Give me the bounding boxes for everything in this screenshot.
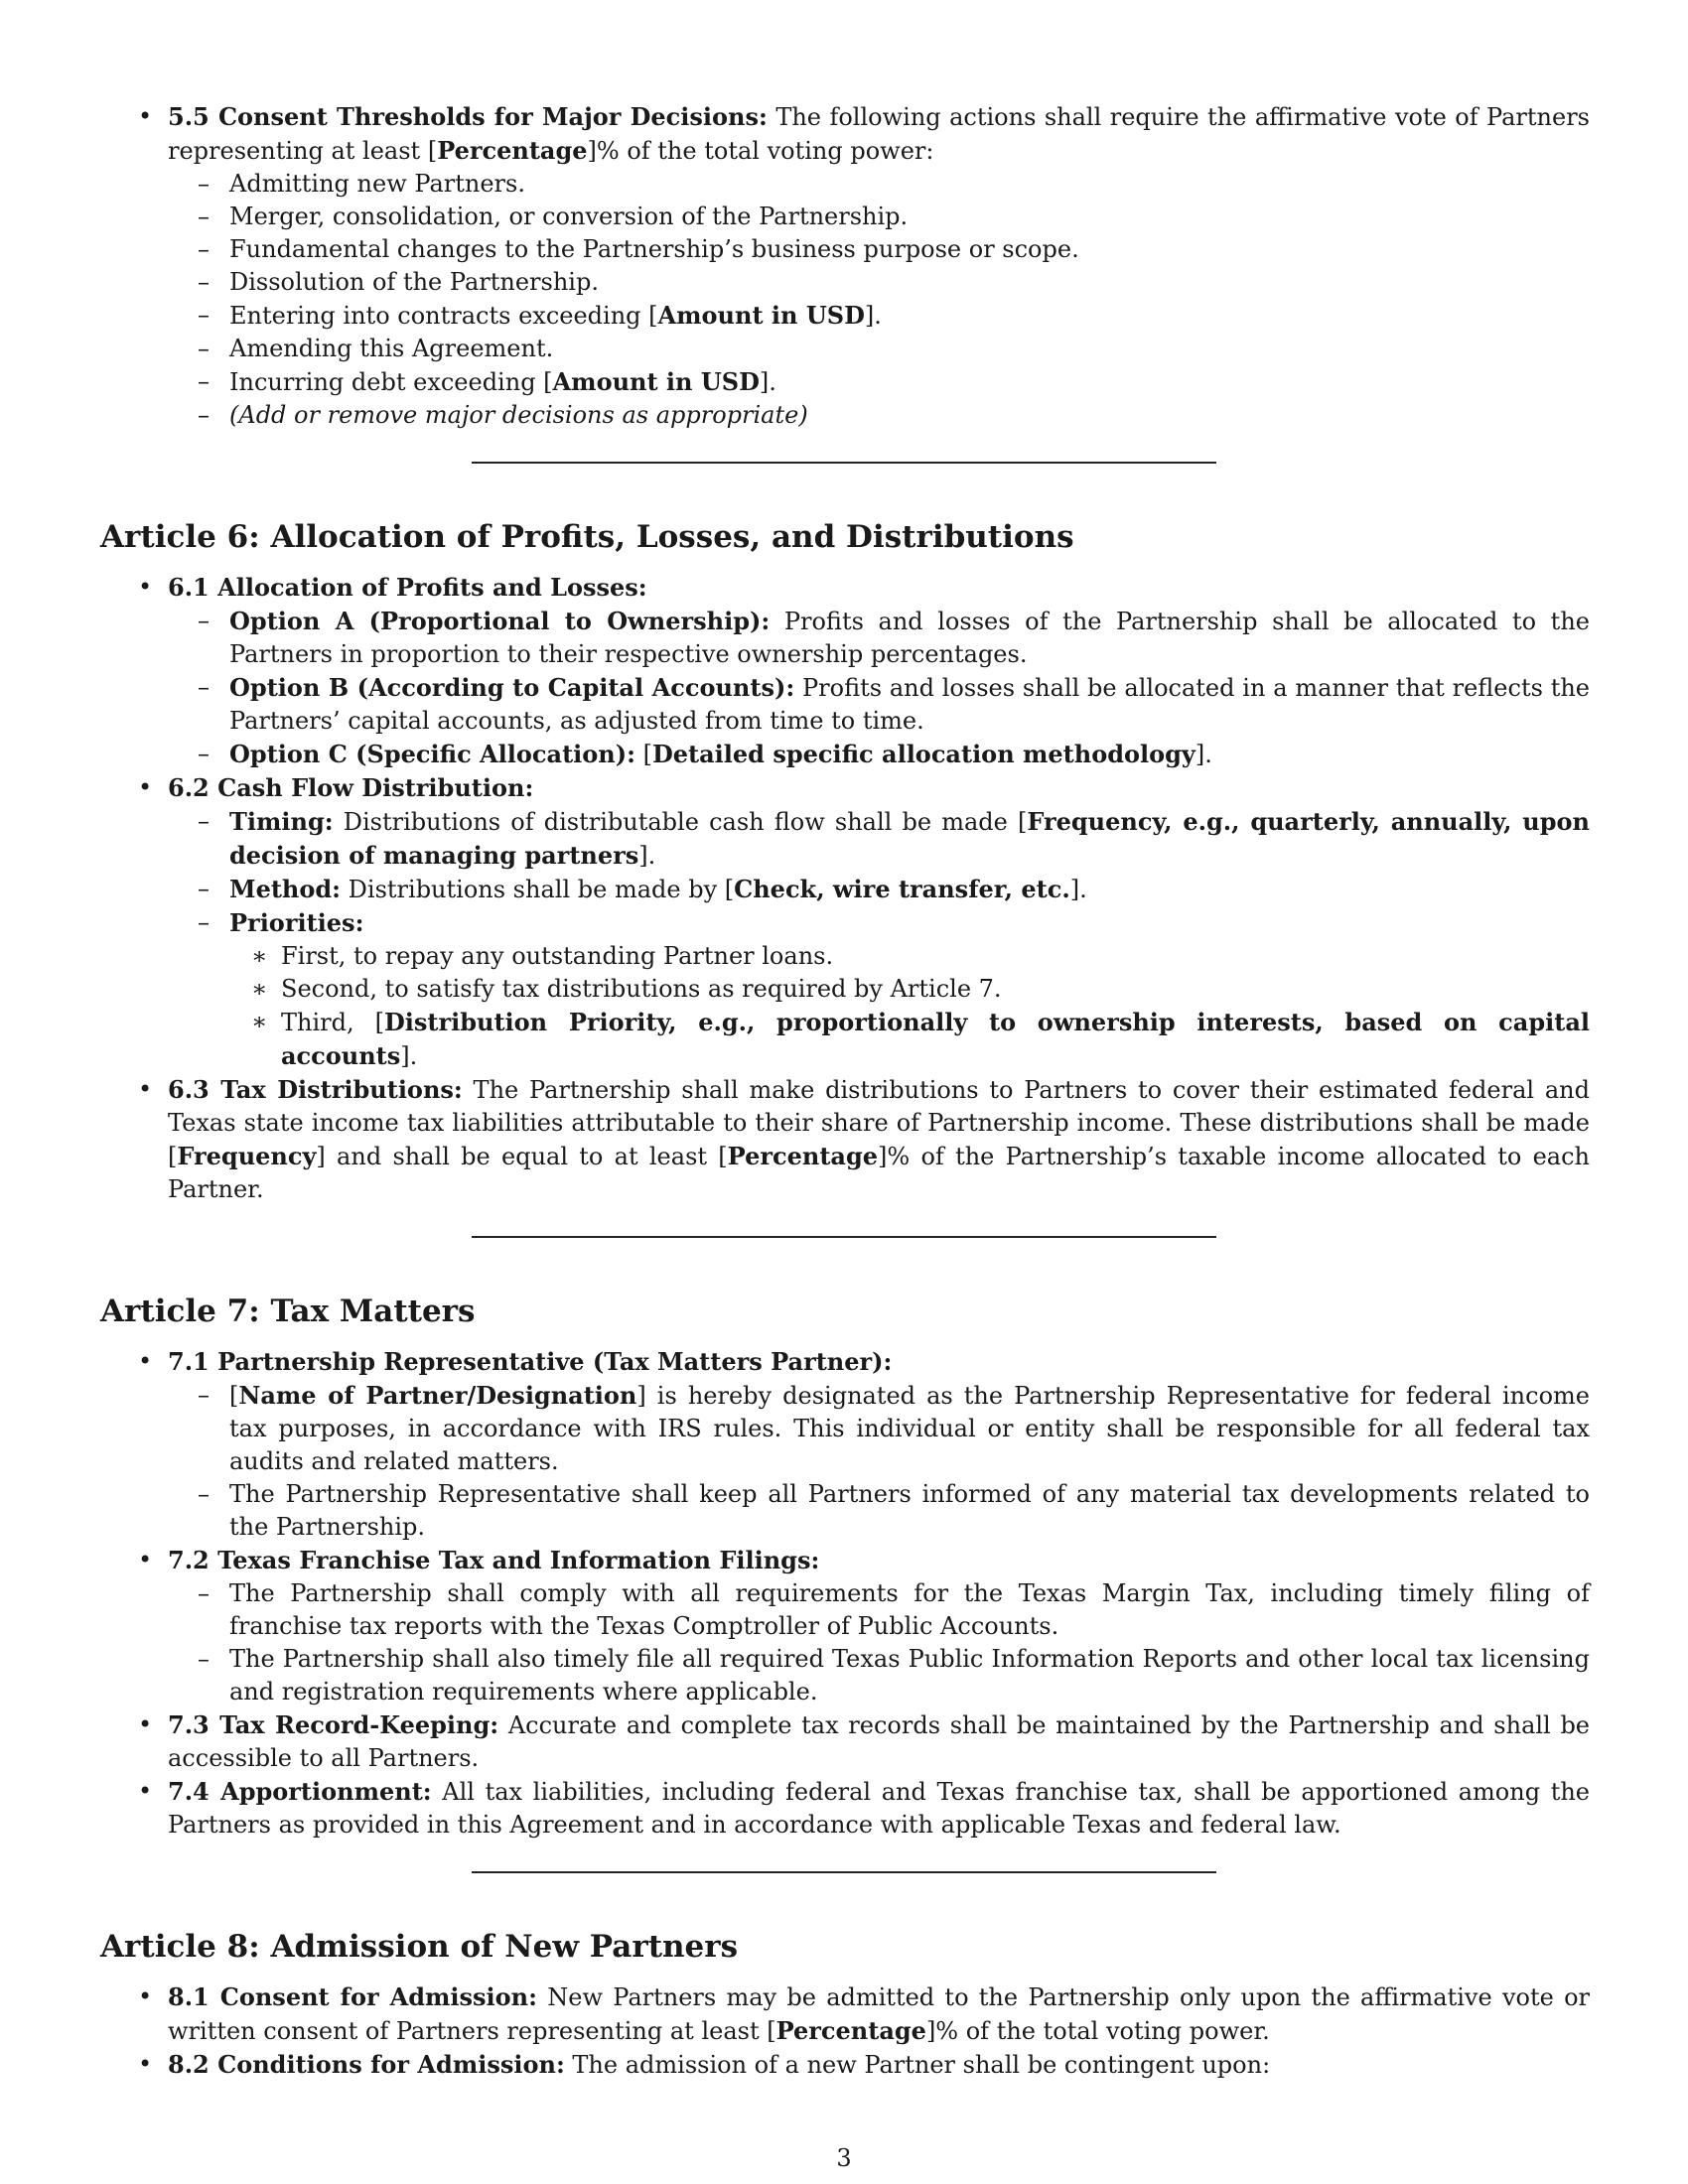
- list-item: [168, 805, 1590, 873]
- section-8-1: [100, 1980, 1590, 2048]
- bracket-open: [: [229, 1382, 239, 1410]
- major-decisions-list: [168, 168, 1590, 432]
- consent-admission-text-end: ]% of the total voting power.: [925, 2017, 1270, 2045]
- article-7-list: [100, 1345, 1590, 1842]
- article-8-heading: Article 8: Admission of New Partners: [100, 1929, 739, 1965]
- section-7-1-title: 7.1 Partnership Representative (Tax Matters Partner):: [168, 1347, 893, 1376]
- option-a-text: Profits and losses of the Partnership shall be allocated to the Partners in proportion to their respective ownership percentages.: [229, 608, 1590, 668]
- consent-admission-text: New Partners may be admitted to the Partnership only upon the affirmative vote or written consent of Partners representing at least [: [168, 1983, 1591, 2045]
- placeholder-frequency: Frequency: [177, 1142, 317, 1170]
- placeholder-partner-name: Name of Partner/Designation: [238, 1381, 637, 1410]
- bracket-close: ].: [400, 1042, 418, 1070]
- list-item: – Dissolution of the Partnership.: [168, 266, 1590, 299]
- section-7-2-title: 7.2 Texas Franchise Tax and Information Filings:: [168, 1546, 820, 1574]
- section-6-3-title: 6.3 Tax Distributions:: [168, 1075, 463, 1104]
- section-7-1: [100, 1345, 1590, 1544]
- list-item: – Fundamental changes to the Partnership’s business purpose or scope.: [168, 233, 1590, 266]
- list-item: [168, 873, 1590, 906]
- section-7-4-title: 7.4 Apportionment:: [168, 1777, 432, 1806]
- option-b-text: Profits and losses shall be allocated in a manner that reflects the Partners’ capital accounts, as adjusted from time to time.: [229, 674, 1591, 735]
- contracts-text: Entering into contracts exceeding [: [229, 302, 658, 330]
- placeholder-percentage: Percentage: [437, 136, 588, 165]
- tax-distributions-text-end: ]% of the Partnership’s taxable income allocated to each Partner.: [168, 1143, 1590, 1203]
- bracket-open: [: [634, 741, 652, 768]
- method-text: Distributions shall be made by [: [341, 876, 735, 903]
- list-item: [168, 906, 1590, 1073]
- section-6-1-title: 6.1 Allocation of Profits and Losses:: [168, 573, 647, 602]
- tax-distributions-text-mid: ] and shall be equal to at least [: [316, 1143, 728, 1170]
- placeholder-frequency: Frequency, e.g., quarterly, annually, upon decision of managing partners: [229, 807, 1590, 870]
- placeholder-allocation-method: Detailed specific allocation methodology: [651, 740, 1196, 768]
- timing-text: Distributions of distributable cash flow shall be made [: [333, 808, 1028, 836]
- section-5-5-intro-end: ]% of the total voting power:: [587, 137, 934, 165]
- bracket-close: ].: [1195, 741, 1212, 768]
- section-5-5-title: 5.5 Consent Thresholds for Major Decisions:: [168, 102, 768, 131]
- page-number: 3: [836, 2144, 852, 2172]
- list-item: – The Partnership Representative shall keep all Partners informed of any material tax developments related to the Partnership.: [168, 1478, 1590, 1544]
- section-7-3-title: 7.3 Tax Record-Keeping:: [168, 1710, 499, 1739]
- list-item: [168, 738, 1590, 771]
- priority-third-text: Third, [: [281, 1009, 384, 1036]
- apportionment-text: All tax liabilities, including federal and Texas franchise tax, shall be apportioned among the Partners as provided in this Agreement and in accordance with applicable Texas and federal law.: [168, 1778, 1590, 1839]
- list-item: ∗ First, to repay any outstanding Partner loans.: [229, 940, 1590, 973]
- cash-flow-list: [168, 805, 1590, 1073]
- list-item: [168, 299, 1590, 333]
- article-6-list: [100, 571, 1590, 1206]
- section-6-1: [100, 571, 1590, 771]
- tax-distributions-text: The Partnership shall make distributions to Partners to cover their estimated federal and Texas state income tax liabilities attributable to their share of Partnership income. These distributions shall be made [: [168, 1076, 1591, 1170]
- bracket-close: ].: [864, 302, 882, 330]
- section-8-2-title: 8.2 Conditions for Admission:: [168, 2050, 565, 2079]
- representative-text: ] is hereby designated as the Partnership Representative for federal income tax purposes, in accordance with IRS rules. This individual or entity shall be responsible for all federal tax audits and related matters.: [229, 1382, 1590, 1475]
- section-8-2: [100, 2048, 1590, 2082]
- priorities-label: Priorities:: [229, 908, 364, 937]
- placeholder-percentage: Percentage: [775, 2016, 926, 2045]
- record-keeping-text: Accurate and complete tax records shall be maintained by the Partnership and shall be accessible to all Partners.: [168, 1711, 1591, 1772]
- debt-text: Incurring debt exceeding [: [229, 368, 553, 396]
- section-6-2: [100, 771, 1590, 1073]
- option-b-label: Option B (According to Capital Accounts):: [229, 673, 795, 702]
- section-7-3: [100, 1708, 1590, 1775]
- placeholder-percentage: Percentage: [727, 1142, 879, 1170]
- article-6-heading: Article 6: Allocation of Profits, Losses, and Distributions: [100, 519, 1074, 555]
- bracket-close: ].: [1069, 876, 1087, 903]
- section-5-5-intro: The following actions shall require the affirmative vote of Partners representing at least [: [168, 103, 1590, 165]
- franchise-tax-list: [168, 1577, 1590, 1708]
- list-item: – The Partnership shall also timely file all required Texas Public Information Reports and other local tax licensing and registration requirements where applicable.: [168, 1643, 1590, 1708]
- list-item: [229, 1006, 1590, 1073]
- list-item: – The Partnership shall comply with all requirements for the Texas Margin Tax, including timely filing of franchise tax reports with the Texas Comptroller of Public Accounts.: [168, 1577, 1590, 1643]
- bracket-close: ].: [759, 368, 776, 396]
- placeholder-distribution-priority: Distribution Priority, e.g., proportionally to ownership interests, based on capital accounts: [281, 1008, 1590, 1070]
- placeholder-amount: Amount in USD: [552, 367, 760, 396]
- method-label: Method:: [229, 875, 342, 903]
- section-5-5-list: [100, 100, 1590, 432]
- article-8-list: [100, 1980, 1590, 2082]
- allocation-options-list: [168, 605, 1590, 771]
- section-8-1-title: 8.1 Consent for Admission:: [168, 1982, 537, 2011]
- placeholder-method: Check, wire transfer, etc.: [734, 875, 1070, 903]
- timing-label: Timing:: [229, 807, 334, 836]
- list-item: [168, 671, 1590, 738]
- section-5-5: [100, 100, 1590, 432]
- section-7-4: [100, 1775, 1590, 1842]
- article-7-heading: Article 7: Tax Matters: [100, 1294, 476, 1329]
- list-item: – (Add or remove major decisions as appropriate): [168, 399, 1590, 432]
- section-6-2-title: 6.2 Cash Flow Distribution:: [168, 773, 534, 802]
- section-7-2: [100, 1544, 1590, 1708]
- page-content: [100, 100, 1590, 2082]
- option-a-label: Option A (Proportional to Ownership):: [229, 607, 771, 635]
- list-item: – Admitting new Partners.: [168, 168, 1590, 201]
- list-item: [168, 365, 1590, 399]
- list-item: ∗ Second, to satisfy tax distributions as required by Article 7.: [229, 973, 1590, 1006]
- option-c-label: Option C (Specific Allocation):: [229, 740, 635, 768]
- bracket-close: ].: [638, 842, 656, 870]
- section-6-3: [100, 1073, 1590, 1206]
- placeholder-amount: Amount in USD: [657, 301, 865, 330]
- conditions-admission-text: The admission of a new Partner shall be contingent upon:: [564, 2051, 1271, 2079]
- list-item: [168, 1379, 1590, 1478]
- list-item: [168, 605, 1590, 671]
- representative-list: [168, 1379, 1590, 1544]
- list-item: – Amending this Agreement.: [168, 333, 1590, 365]
- list-item: – Merger, consolidation, or conversion of the Partnership.: [168, 201, 1590, 233]
- priorities-list: [229, 940, 1590, 1073]
